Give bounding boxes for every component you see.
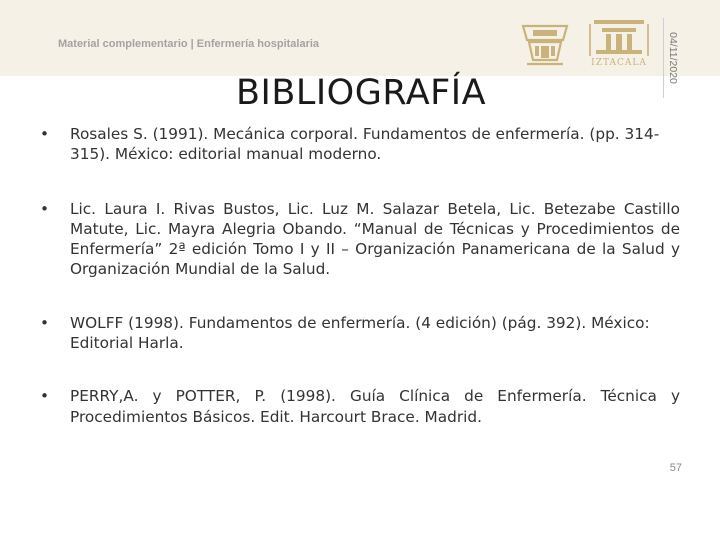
iztacala-emblem-icon — [576, 16, 662, 58]
date-box — [664, 18, 682, 98]
bib-entry-text: PERRY,A. y POTTER, P. (1998). Guía Clínica de Enfermería. Técnica y Procedimientos Básicos. Edit. Harcourt Brace. Madrid. — [70, 387, 680, 426]
bullet: • — [40, 387, 50, 406]
iztacala-logo — [576, 16, 662, 72]
bullet: • — [40, 199, 50, 218]
header-text: Material complementario | Enfermería hospitalaria — [58, 38, 320, 50]
slide-date: 04/11/2020 — [667, 32, 679, 84]
page-number: 57 — [669, 462, 682, 474]
bib-entry-text: Lic. Laura I. Rivas Bustos, Lic. Luz M. Salazar Betela, Lic. Betezabe Castillo Matute, Lic. Mayra Alegria Obando. “Manual de Técnicas y Procedimientos de Enfermería” 2ª edición Tomo I y II – Organización Panamericana de la Salud y Organización Mundial de la Salud. — [70, 199, 680, 279]
bullet: • — [40, 313, 50, 332]
list-item — [40, 386, 680, 427]
iztacala-label: IZTACALA — [591, 58, 647, 68]
bib-entry-text: Rosales S. (1991). Mecánica corporal. Fundamentos de enfermería. (pp. 314-315). México: editorial manual moderno. — [70, 125, 660, 164]
slide-title: BIBLIOGRAFÍA — [236, 73, 487, 113]
unam-logo-icon — [519, 20, 571, 70]
list-item — [40, 313, 680, 354]
list-item — [40, 124, 680, 165]
bib-entry-text: WOLFF (1998). Fundamentos de enfermería. (4 edición) (pág. 392). México: Editorial Harla. — [70, 313, 650, 353]
bibliography-list — [40, 124, 680, 427]
list-item — [40, 199, 680, 280]
bullet: • — [40, 125, 50, 143]
